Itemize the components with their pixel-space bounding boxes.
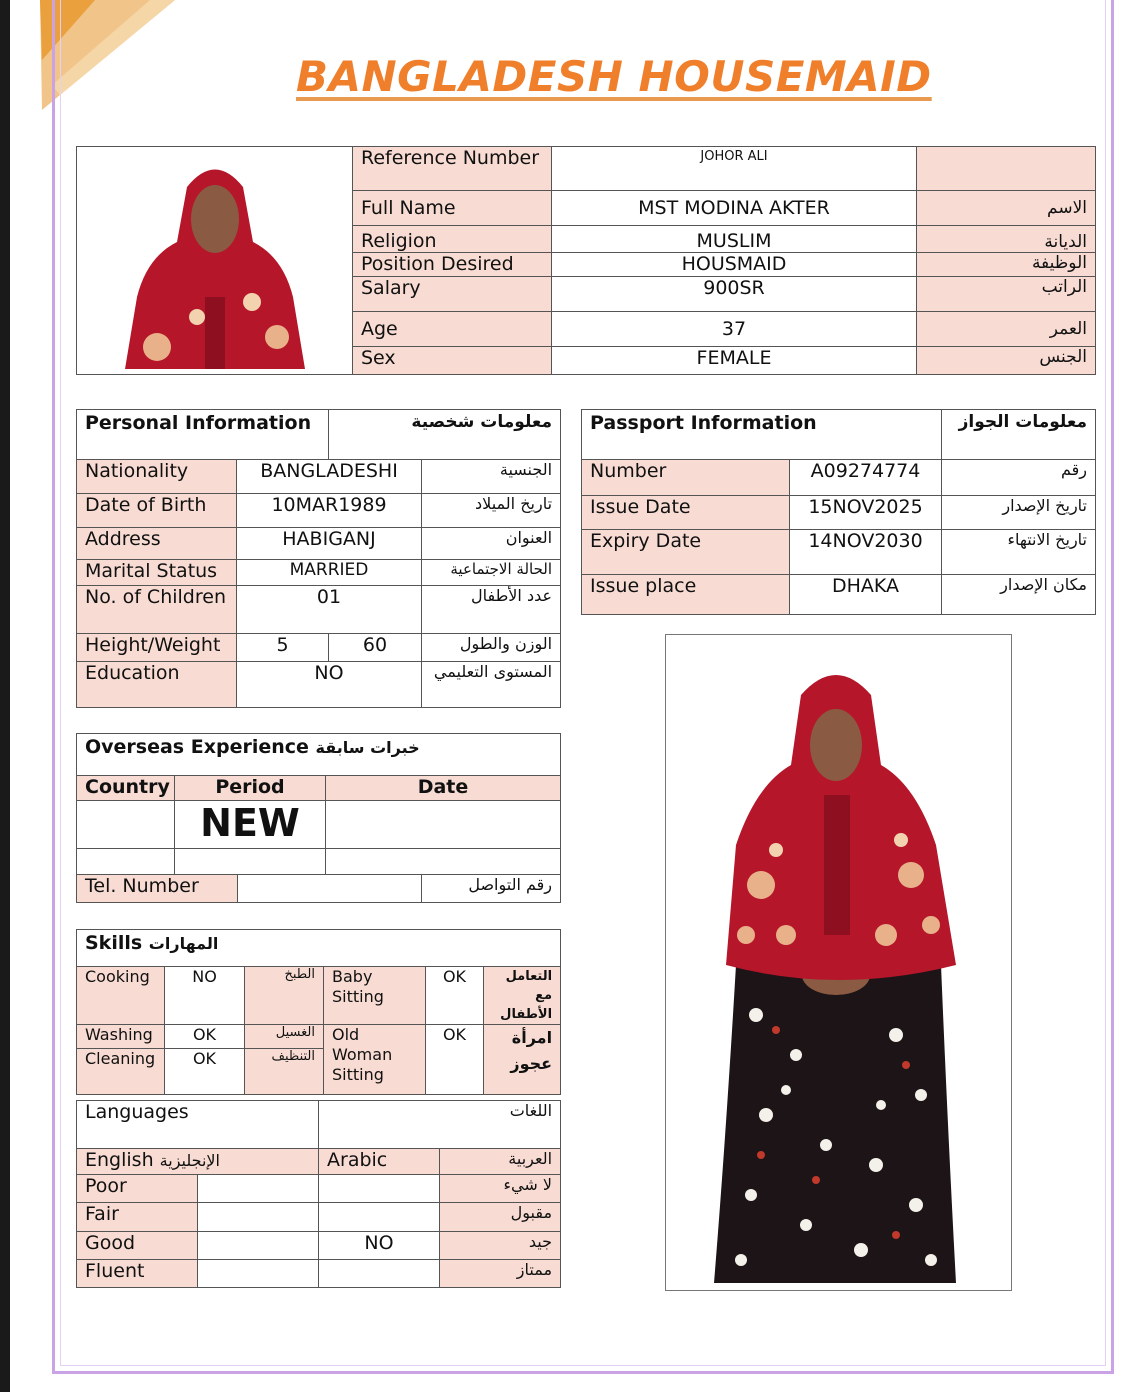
english-column-header bbox=[77, 1149, 319, 1175]
date-cell bbox=[326, 801, 561, 849]
position-value: HOUSMAID bbox=[552, 252, 917, 277]
tel-number-ar: رقم التواصل bbox=[422, 875, 561, 903]
marital-status-ar: الحالة الاجتماعية bbox=[422, 560, 561, 586]
fair-arabic-value bbox=[319, 1203, 440, 1232]
poor-english-value bbox=[198, 1175, 319, 1203]
marital-status-value: MARRIED bbox=[237, 560, 422, 586]
reference-number-value bbox=[917, 147, 1096, 191]
full-body-photo bbox=[665, 634, 1012, 1291]
overseas-header-label: Overseas Experience bbox=[85, 736, 309, 758]
dob-value: 10MAR1989 bbox=[237, 494, 422, 528]
religion-value: MUSLIM bbox=[552, 226, 917, 253]
level-good-ar: جيد bbox=[440, 1232, 561, 1260]
label-tel-number: Tel. Number bbox=[77, 875, 238, 903]
personal-info-header-ar: معلومات شخصية bbox=[329, 410, 561, 460]
passport-info-header-ar: معلومات الجواز bbox=[942, 410, 1096, 460]
age-ar: العمر bbox=[917, 312, 1096, 347]
level-poor: Poor bbox=[77, 1175, 198, 1203]
fluent-arabic-value bbox=[319, 1260, 440, 1288]
baby-sitting-ar: التعامل مع الأطفال bbox=[484, 967, 561, 1025]
issue-place-ar: مكان الإصدار bbox=[942, 575, 1096, 615]
nationality-value: BANGLADESHI bbox=[237, 460, 422, 494]
col-period: Period bbox=[175, 776, 326, 801]
col-country: Country bbox=[77, 776, 175, 801]
passport-info-header: Passport Information bbox=[582, 410, 942, 460]
cooking-value: NO bbox=[165, 967, 245, 1025]
languages-table bbox=[76, 1100, 561, 1288]
country-cell bbox=[77, 801, 175, 849]
label-marital-status: Marital Status bbox=[77, 560, 237, 586]
passport-info-table bbox=[581, 409, 1096, 615]
skills-header bbox=[77, 930, 561, 967]
cleaning-value: OK bbox=[165, 1049, 245, 1095]
issue-date-value: 15NOV2025 bbox=[790, 496, 942, 530]
label-education: Education bbox=[77, 662, 237, 708]
address-ar: العنوان bbox=[422, 528, 561, 560]
label-religion: Religion bbox=[353, 226, 552, 253]
tel-number-value bbox=[238, 875, 422, 903]
skills-header-ar: المهارات bbox=[148, 934, 219, 953]
overseas-header bbox=[77, 734, 561, 776]
country-cell-2 bbox=[77, 849, 175, 875]
headshot-image bbox=[77, 147, 353, 369]
passport-number-value: A09274774 bbox=[790, 460, 942, 496]
arabic-label: Arabic bbox=[319, 1149, 440, 1175]
label-full-name: Full Name bbox=[353, 191, 552, 226]
good-english-value bbox=[198, 1232, 319, 1260]
weight-value: 60 bbox=[329, 634, 422, 662]
level-good: Good bbox=[77, 1232, 198, 1260]
washing-ar: الغسيل bbox=[245, 1025, 324, 1049]
passport-number-ar: رقم bbox=[942, 460, 1096, 496]
sex-value: FEMALE bbox=[552, 347, 917, 375]
full-name-ar: الاسم bbox=[917, 191, 1096, 226]
issue-date-ar: تاريخ الإصدار bbox=[942, 496, 1096, 530]
sex-ar: الجنس bbox=[917, 347, 1096, 375]
col-date: Date bbox=[326, 776, 561, 801]
label-no-of-children: No. of Children bbox=[77, 586, 237, 634]
address-value: HABIGANJ bbox=[237, 528, 422, 560]
age-value: 37 bbox=[552, 312, 917, 347]
label-washing: Washing bbox=[77, 1025, 165, 1049]
level-fluent: Fluent bbox=[77, 1260, 198, 1288]
height-weight-ar: الوزن والطول bbox=[422, 634, 561, 662]
children-value: 01 bbox=[237, 586, 422, 634]
full-name-value: MST MODINA AKTER bbox=[552, 191, 917, 226]
personal-info-table bbox=[76, 409, 561, 708]
skills-table bbox=[76, 929, 561, 1095]
period-new-value: NEW bbox=[175, 801, 326, 849]
label-position-desired: Position Desired bbox=[353, 252, 552, 277]
education-value: NO bbox=[237, 662, 422, 708]
expiry-date-value: 14NOV2030 bbox=[790, 530, 942, 575]
left-dark-bar bbox=[0, 0, 10, 1392]
period-cell-2 bbox=[175, 849, 326, 875]
cleaning-ar: التنظيف bbox=[245, 1049, 324, 1095]
label-baby-sitting: Baby Sitting bbox=[324, 967, 426, 1025]
old-woman-sitting-value: OK bbox=[426, 1025, 484, 1095]
label-cooking: Cooking bbox=[77, 967, 165, 1025]
label-reference-number: Reference Number bbox=[353, 147, 552, 191]
level-fluent-ar: ممتاز bbox=[440, 1260, 561, 1288]
label-old-woman-sitting: Old Woman Sitting bbox=[324, 1025, 426, 1095]
date-cell-2 bbox=[326, 849, 561, 875]
fair-english-value bbox=[198, 1203, 319, 1232]
level-poor-ar: لا شيء bbox=[440, 1175, 561, 1203]
nationality-ar: الجنسية bbox=[422, 460, 561, 494]
arabic-label-ar: العربية bbox=[440, 1149, 561, 1175]
level-fair-ar: مقبول bbox=[440, 1203, 561, 1232]
overseas-experience-table bbox=[76, 733, 561, 903]
english-label: English bbox=[85, 1149, 154, 1171]
personal-info-header: Personal Information bbox=[77, 410, 329, 460]
label-sex: Sex bbox=[353, 347, 552, 375]
education-ar: المستوى التعليمي bbox=[422, 662, 561, 708]
label-expiry-date: Expiry Date bbox=[582, 530, 790, 575]
agent-name: JOHOR ALI bbox=[552, 147, 917, 191]
english-label-ar: الإنجليزية bbox=[159, 1151, 220, 1170]
position-ar: الوظيفة bbox=[917, 252, 1096, 277]
page-title: BANGLADESH HOUSEMAID bbox=[296, 52, 932, 101]
top-info-table bbox=[76, 146, 1096, 375]
label-issue-place: Issue place bbox=[582, 575, 790, 615]
label-nationality: Nationality bbox=[77, 460, 237, 494]
dob-ar: تاريخ الميلاد bbox=[422, 494, 561, 528]
label-salary: Salary bbox=[353, 277, 552, 312]
label-passport-number: Number bbox=[582, 460, 790, 496]
full-body-image bbox=[666, 635, 1011, 1290]
label-issue-date: Issue Date bbox=[582, 496, 790, 530]
cooking-ar: الطبخ bbox=[245, 967, 324, 1025]
salary-value: 900SR bbox=[552, 277, 917, 312]
children-ar: عدد الأطفال bbox=[422, 586, 561, 634]
label-address: Address bbox=[77, 528, 237, 560]
baby-sitting-value: OK bbox=[426, 967, 484, 1025]
languages-header: Languages bbox=[77, 1101, 319, 1149]
fluent-english-value bbox=[198, 1260, 319, 1288]
skills-header-label: Skills bbox=[85, 932, 143, 954]
salary-ar: الراتب bbox=[917, 277, 1096, 312]
label-cleaning: Cleaning bbox=[77, 1049, 165, 1095]
level-fair: Fair bbox=[77, 1203, 198, 1232]
label-date-of-birth: Date of Birth bbox=[77, 494, 237, 528]
height-value: 5 bbox=[237, 634, 329, 662]
expiry-date-ar: تاريخ الانتهاء bbox=[942, 530, 1096, 575]
washing-value: OK bbox=[165, 1025, 245, 1049]
headshot-photo bbox=[77, 147, 353, 375]
label-height-weight: Height/Weight bbox=[77, 634, 237, 662]
good-arabic-value: NO bbox=[319, 1232, 440, 1260]
overseas-header-ar: خبرات سابقة bbox=[315, 738, 420, 757]
label-age: Age bbox=[353, 312, 552, 347]
old-woman-sitting-ar: امرأة عجوز bbox=[484, 1025, 561, 1095]
religion-ar: الديانة bbox=[917, 226, 1096, 253]
issue-place-value: DHAKA bbox=[790, 575, 942, 615]
poor-arabic-value bbox=[319, 1175, 440, 1203]
languages-header-ar: اللغات bbox=[319, 1101, 561, 1149]
